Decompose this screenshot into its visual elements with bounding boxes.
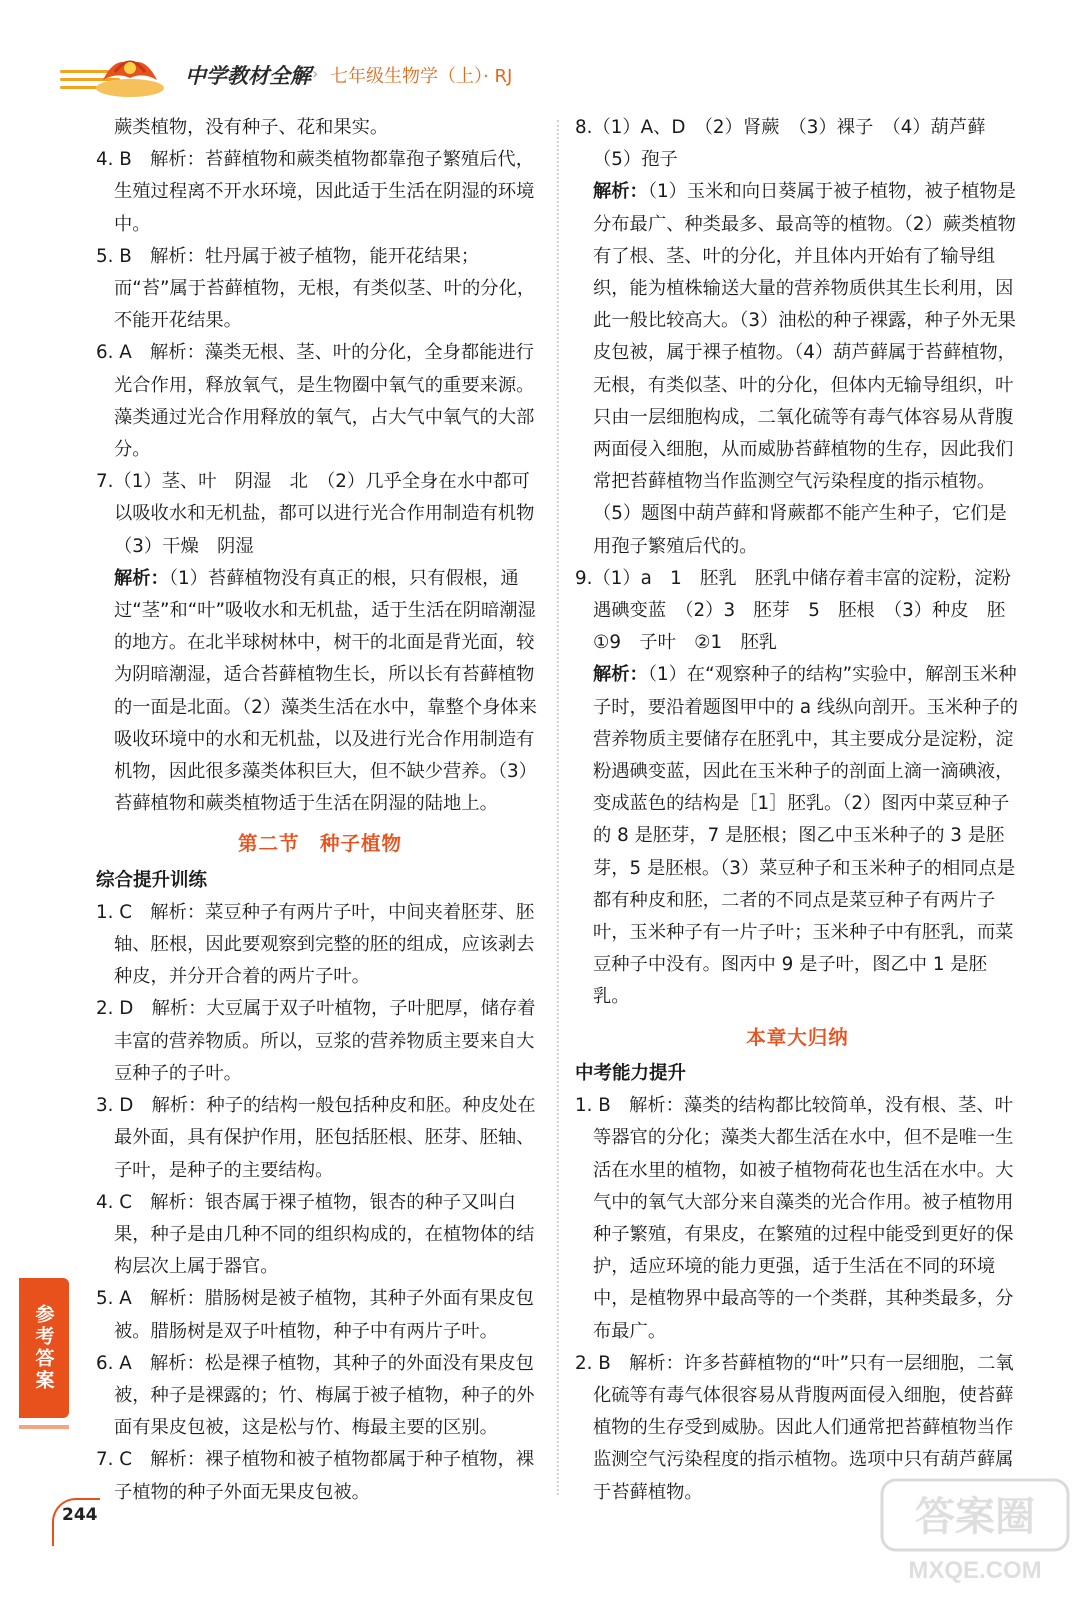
page-number: 244 [62, 1505, 98, 1525]
book-logo-icon [95, 50, 165, 98]
answer-9-explanation [575, 659, 1020, 1013]
side-tab: 参考答案 [19, 1278, 69, 1418]
seed-answer-4: 4. C 解析：银杏属于裸子植物，银杏的种子又叫白果，种子是由几种不同的组织构成的，在植物体的结构层次上属于器官。 [96, 1191, 535, 1278]
side-tab-underline [19, 1425, 69, 1429]
header-separator: › [312, 64, 319, 83]
answer-8: 8.（1）A、D （2）肾蕨 （3）裸子 （4）葫芦藓 （5）孢子 [575, 117, 1004, 171]
explanation-label: 解析： [593, 664, 648, 686]
seed-answer-2: 2. D 解析：大豆属于双子叶植物，子叶肥厚，储存着丰富的营养物质。所以，豆浆的营养物质主要来自大豆种子的子叶。 [96, 998, 536, 1084]
answer-7-explanation [96, 563, 544, 821]
subsection-heading: 综合提升训练 [96, 869, 208, 891]
exam-answer-1: 1. B 解析：藻类的结构都比较简单，没有根、茎、叶等器官的分化；藻类大都生活在水中，但不是唯一生活在水里的植物，如被子植物荷花也生活在水中。大气中的氧气大部分来自藻类的光合作用。被子植物用种子繁殖，有果皮，在繁殖的过程中能受到更好的保护，适应环境的能力更强，适于生活在不同的环境中，是植物界中最高等的一个类群，其种类最多，分布最广。 [575, 1095, 1014, 1342]
seed-answer-6: 6. A 解析：松是裸子植物，其种子的外面没有果皮包被，种子是裸露的；竹、梅属于被子植物，种子的外面有果皮包被，这是松与竹、梅最主要的区别。 [96, 1352, 535, 1439]
answer-4: 4. B 解析：苔藓植物和蕨类植物都靠孢子繁殖后代，生殖过程离不开水环境，因此适于生活在阴湿的环境中。 [96, 149, 535, 235]
continued-text: 蕨类植物，没有种子、花和果实。 [114, 117, 389, 138]
book-subtitle: 七年级生物学（上）· RJ [330, 66, 513, 87]
book-title: 中学教材全解 [185, 64, 311, 88]
seed-answer-5: 5. A 解析：腊肠树是被子植物，其种子外面有果皮包被。腊肠树是双子叶植物，种子中有两片子叶。 [96, 1288, 534, 1342]
explanation-text: （1）苔藓植物没有真正的根，只有假根，通过“茎”和“叶”吸收水和无机盐，适于生活在阴暗潮湿的地方。在北半球树林中，树干的北面是背光面，较为阴暗潮湿，适合苔藓植物生长，所以长有苔藓植物的一面是北面。（2）藻类生活在水中，靠整个身体来吸收环境中的水和无机盐，以及进行光合作用制造有机物，因此很多藻类体积巨大，但不缺少营养。（3）苔藓植物和蕨类植物适于生活在阴湿的陆地上。 [114, 567, 537, 815]
answer-7: 7.（1）茎、叶 阴湿 北 （2）几乎全身在水中都可以吸收水和无机盐，都可以进行光合作用制造有机物 （3）干燥 阴湿 [96, 471, 553, 557]
answer-5: 5. B 解析：牡丹属于被子植物，能开花结果；而“苔”属于苔藓植物，无根，有类似茎、叶的分化，不能开花结果。 [96, 245, 536, 332]
watermark-url: MXQE.COM [908, 1557, 1042, 1584]
seed-answer-7: 7. C 解析：裸子植物和被子植物都属于种子植物，裸子植物的种子外面无果皮包被。 [96, 1449, 535, 1503]
page-header [0, 0, 1091, 110]
watermark-text: 答案圈 [915, 1495, 1035, 1539]
right-column [575, 112, 1024, 1509]
answer-6: 6. A 解析：藻类无根、茎、叶的分化，全身都能进行光合作用，释放氧气，是生物圈中氧气的重要来源。藻类通过光合作用释放的氧气，占大气中氧气的大部分。 [96, 342, 535, 461]
explanation-label: 解析： [593, 181, 648, 203]
section-heading: 本章大归纳 [746, 1025, 849, 1049]
explanation-text: （1）玉米和向日葵属于被子植物，被子植物是分布最广、种类最多、最高等的植物。（2）蕨类植物有了根、茎、叶的分化，并且体内开始有了输导组织，能为植株输送大量的营养物质供其生长利用，因此一般比较高大。（3）油松的种子裸露，种子外无果皮包被，属于裸子植物。（4）葫芦藓属于苔藓植物，无根，有类似茎、叶的分化，但体内无输导组织，叶只由一层细胞构成，二氧化硫等有毒气体容易从背腹两面侵入细胞，从而威胁苔藓植物的生存，因此我们常把苔藓植物当作监测空气污染程度的指示植物。（5）题图中葫芦藓和肾蕨都不能产生种子，它们是用孢子繁殖后代的。 [593, 181, 1016, 557]
seed-answer-1: 1. C 解析：菜豆种子有两片子叶，中间夹着胚芽、胚轴、胚根，因此要观察到完整的胚的组成，应该剥去种皮，并分开合着的两片子叶。 [96, 901, 535, 988]
answer-9: 9.（1）a 1 胚乳 胚乳中储存着丰富的淀粉，淀粉遇碘变蓝 （2）3 胚芽 5 胚根 （3）种皮 胚 ①9 子叶 ②1 胚乳 [575, 567, 1024, 654]
watermark-logo [880, 1478, 1070, 1588]
explanation-text: （1）在“观察种子的结构”实验中，解剖玉米种子时，要沿着题图甲中的 a 线纵向剖开。玉米种子的营养物质主要储存在胚乳中，其主要成分是淀粉，淀粉遇碘变蓝，因此在玉米种子的剖面上滴一滴碘液，变成蓝色的结构是［1］胚乳。（2）图丙中菜豆种子的 8 是胚芽，7 是胚根；图乙中玉米种子的 3 是胚芽，5 是胚根。（3）菜豆种子和玉米种子的相同点是都有种皮和胚，二者的不同点是菜豆种子有两片子叶，玉米种子有一片子叶；玉米种子中有胚乳，而菜豆种子中没有。图丙中 9 是子叶，图乙中 1 是胚乳。 [593, 664, 1019, 1008]
column-divider [557, 120, 559, 1495]
answer-8-explanation [575, 176, 1020, 562]
section-heading: 第二节 种子植物 [237, 832, 402, 856]
subsection-heading: 中考能力提升 [575, 1062, 687, 1084]
exam-answer-2: 2. B 解析：许多苔藓植物的“叶”只有一层细胞，二氧化硫等有毒气体很容易从背腹两面侵入细胞，使苔藓植物的生存受到威胁。因此人们通常把苔藓植物当作监测空气污染程度的指示植物。选项中只有葫芦藓属于苔藓植物。 [575, 1352, 1014, 1503]
left-column [96, 112, 553, 1509]
explanation-label: 解析： [114, 567, 169, 589]
seed-answer-3: 3. D 解析：种子的结构一般包括种皮和胚。种皮处在最外面，具有保护作用，胚包括胚根、胚芽、胚轴、子叶，是种子的主要结构。 [96, 1095, 536, 1181]
